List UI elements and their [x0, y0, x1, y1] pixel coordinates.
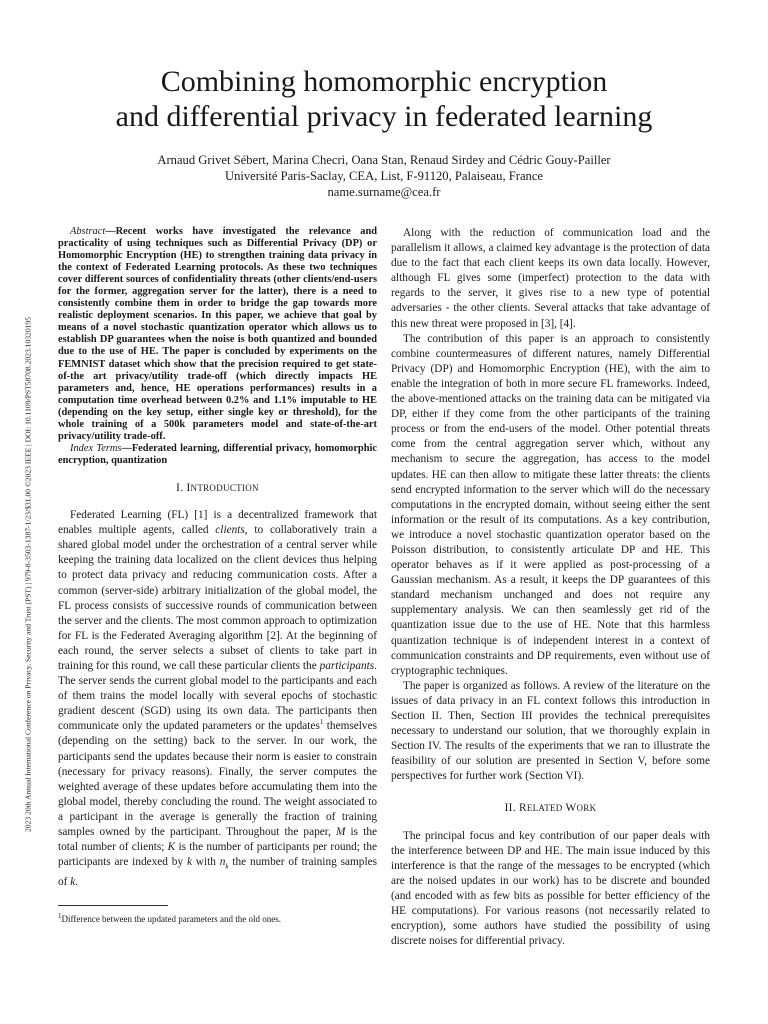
- abstract-label: Abstract: [70, 226, 106, 237]
- title-line-1: Combining homomorphic encryption: [160, 65, 608, 98]
- right-paragraph-1: Along with the reduction of communication load and the parallelism it allows, a claimed key advantage is the protection of data due to the fact that each client keeps its own data locally. However, although FL gives some (imperfect) protection to the data with regards to the server, it gives rise to a new type of potential adversaries - the other clients. Several attacks that take advantage of this new threat were proposed in [3], [4].: [391, 227, 710, 330]
- author-block: [60, 152, 708, 200]
- abstract-text: —Recent works have investigated the relevance and practicality of using techniques such as Differential Privacy (DP) or Homomorphic Encryption (HE) to strengthen training data privacy in the context of Federated Learning protocols. As these two techniques cover different sources of confidentiality threats (other clients/end-users for the former, aggregation server for the latter), there is a need to consistently combine them in order to bridge the gap towards more realistic deployment scenarios. In this paper, we achieve that goal by means of a novel stochastic quantization operator which allows us to establish DP guarantees when the noise is both quantized and bounded due to the use of HE. The paper is concluded by experiments on the FEMNIST dataset which show that the precision required to get state-of-the art privacy/utility trade-off (which directly impacts HE parameters and, hence, HE operations performances) results in a computation time overhead between 0.2% and 1.1% imputable to HE (depending on the key setup, either single key or threshold), for the whole training of a 500k parameters model and state-of-the-art privacy/utility trade-off.: [58, 226, 377, 442]
- footnote-marker: 1: [319, 718, 324, 727]
- right-paragraph-2: The contribution of this paper is an approach to consistently combine countermeasures of different natures, namely Differential Privacy (DP) and Homomorphic Encryption (HE), with the aim to enable the integration of both in more secure FL frameworks. Indeed, the above-mentioned attacks on the training data can be mitigated via DP, either if they come from the other participants of the training process or from the end-users of the model. Other potential threats come from the central aggregation server which, without any mechanism to secure the aggregation, has access to the model updates. HE can then allow to mitigate these latter threats: the clients send encrypted information to the server which will do the necessary computations in the encrypted domain, without seeing either the sent information or the result of its computations. As a key contribution, we introduce a novel stochastic quantization operator based on the Poisson distribution, to consistently articulate DP and HE. This operator behaves as if it were applied as post-processing of a Gaussian mechanism. As a result, it keeps the DP guarantees of this standard mechanism unchanged and does not require any supplementary analysis. We can then seamlessly get rid of the quantization issue due to the use of HE. Note that this harmless quantization technique is of independent interest in a context of communication constraints and DP requirements, even without use of cryptographic techniques.: [391, 332, 710, 677]
- index-terms: [58, 443, 377, 467]
- right-paragraph-3: The paper is organized as follows. A review of the literature on the issues of data privacy in an FL context follows this introduction in Section II. Then, Section III provides the technical prerequisites necessary to understand our solution, that we thoroughly explain in Section IV. The results of the experiments that we ran to illustrate the feasibility of our solution are presented in Section V, before some perspectives for further work (Section VI).: [391, 679, 710, 783]
- paper-title: [60, 64, 708, 134]
- abstract: [58, 226, 377, 443]
- right-column: [391, 226, 710, 949]
- right-paragraph-4: The principal focus and key contribution of our paper deals with the interference between DP and HE. The main issue induced by this interference is that the range of the messages to be encrypted (which are the noised updates in our work) has to be discrete and bounded (and encoded with as few bits as possible for better efficiency of the HE computations). For various reasons (not necessarily related to encryption), some authors have studied the possibility of using discrete noises for differential privacy.: [391, 829, 710, 948]
- section-heading-introduction: I. INTRODUCTION: [176, 481, 259, 494]
- left-column: [58, 226, 377, 890]
- author-affiliation: Université Paris-Saclay, CEA, List, F-91120, Palaiseau, France: [224, 169, 544, 183]
- index-terms-label: Index Terms: [70, 442, 122, 454]
- intro-paragraph: Federated Learning (FL) [1] is a decentralized framework that enables multiple agents, called clients, to collaboratively train a shared global model under the orchestration of a central server while keeping the training data localized on the client devices thus helping to protect data privacy and reducing communication costs. After a common (server-side) arbitrary initialization of the global model, the FL process consists of successive rounds of communication between the server and the clients. The most common approach to optimization for FL is the Federated Averaging algorithm [2]. At the beginning of each round, the server selects a subset of clients to take part in training for this round, we call these particular clients the participants. The server sends the current global model to the participants and each of them trains the model locally with several epochs of stochastic gradient descent (SGD) using its own data. The participants then communicate only the updated parameters or the updates$^1$ themselves (depending on the setting) back to the server. In our work, the participants send the updates because their norm is easier to constrain (necessary for privacy reasons). Finally, the server computes the weighted average of these updates before accumulating them into the global model, thereby concluding the round. The weight associated to a participant in the average is generally the fraction of training samples owned by the participant. Throughout the paper, M is the total number of clients; K is the number of participants per round; the participants are indexed by k with $n_k$ the number of training samples of k.: [58, 509, 377, 888]
- footnote-rule: [58, 905, 168, 906]
- author-names: Arnaud Grivet Sébert, Marina Checri, Oana Stan, Renaud Sirdey and Cédric Gouy-Pailler: [157, 153, 611, 167]
- ieee-side-stamp: 2023 20th Annual International Conference on Privacy, Security and Trust (PST) | 979-8-3503-1387-1/23/$31.00 ©2023 IEEE | DOI: 10.1109/PST58708.2023.10320195: [23, 316, 33, 833]
- title-line-2: and differential privacy in federated learning: [115, 100, 653, 133]
- footnote: $^1$Difference between the updated parameters and the old ones.: [58, 912, 281, 924]
- section-heading-related-work: II. RELATED WORK: [504, 802, 597, 815]
- author-email: name.surname@cea.fr: [327, 185, 441, 199]
- index-terms-text: —Federated learning, differential privacy, homomorphic encryption, quantization: [58, 442, 377, 466]
